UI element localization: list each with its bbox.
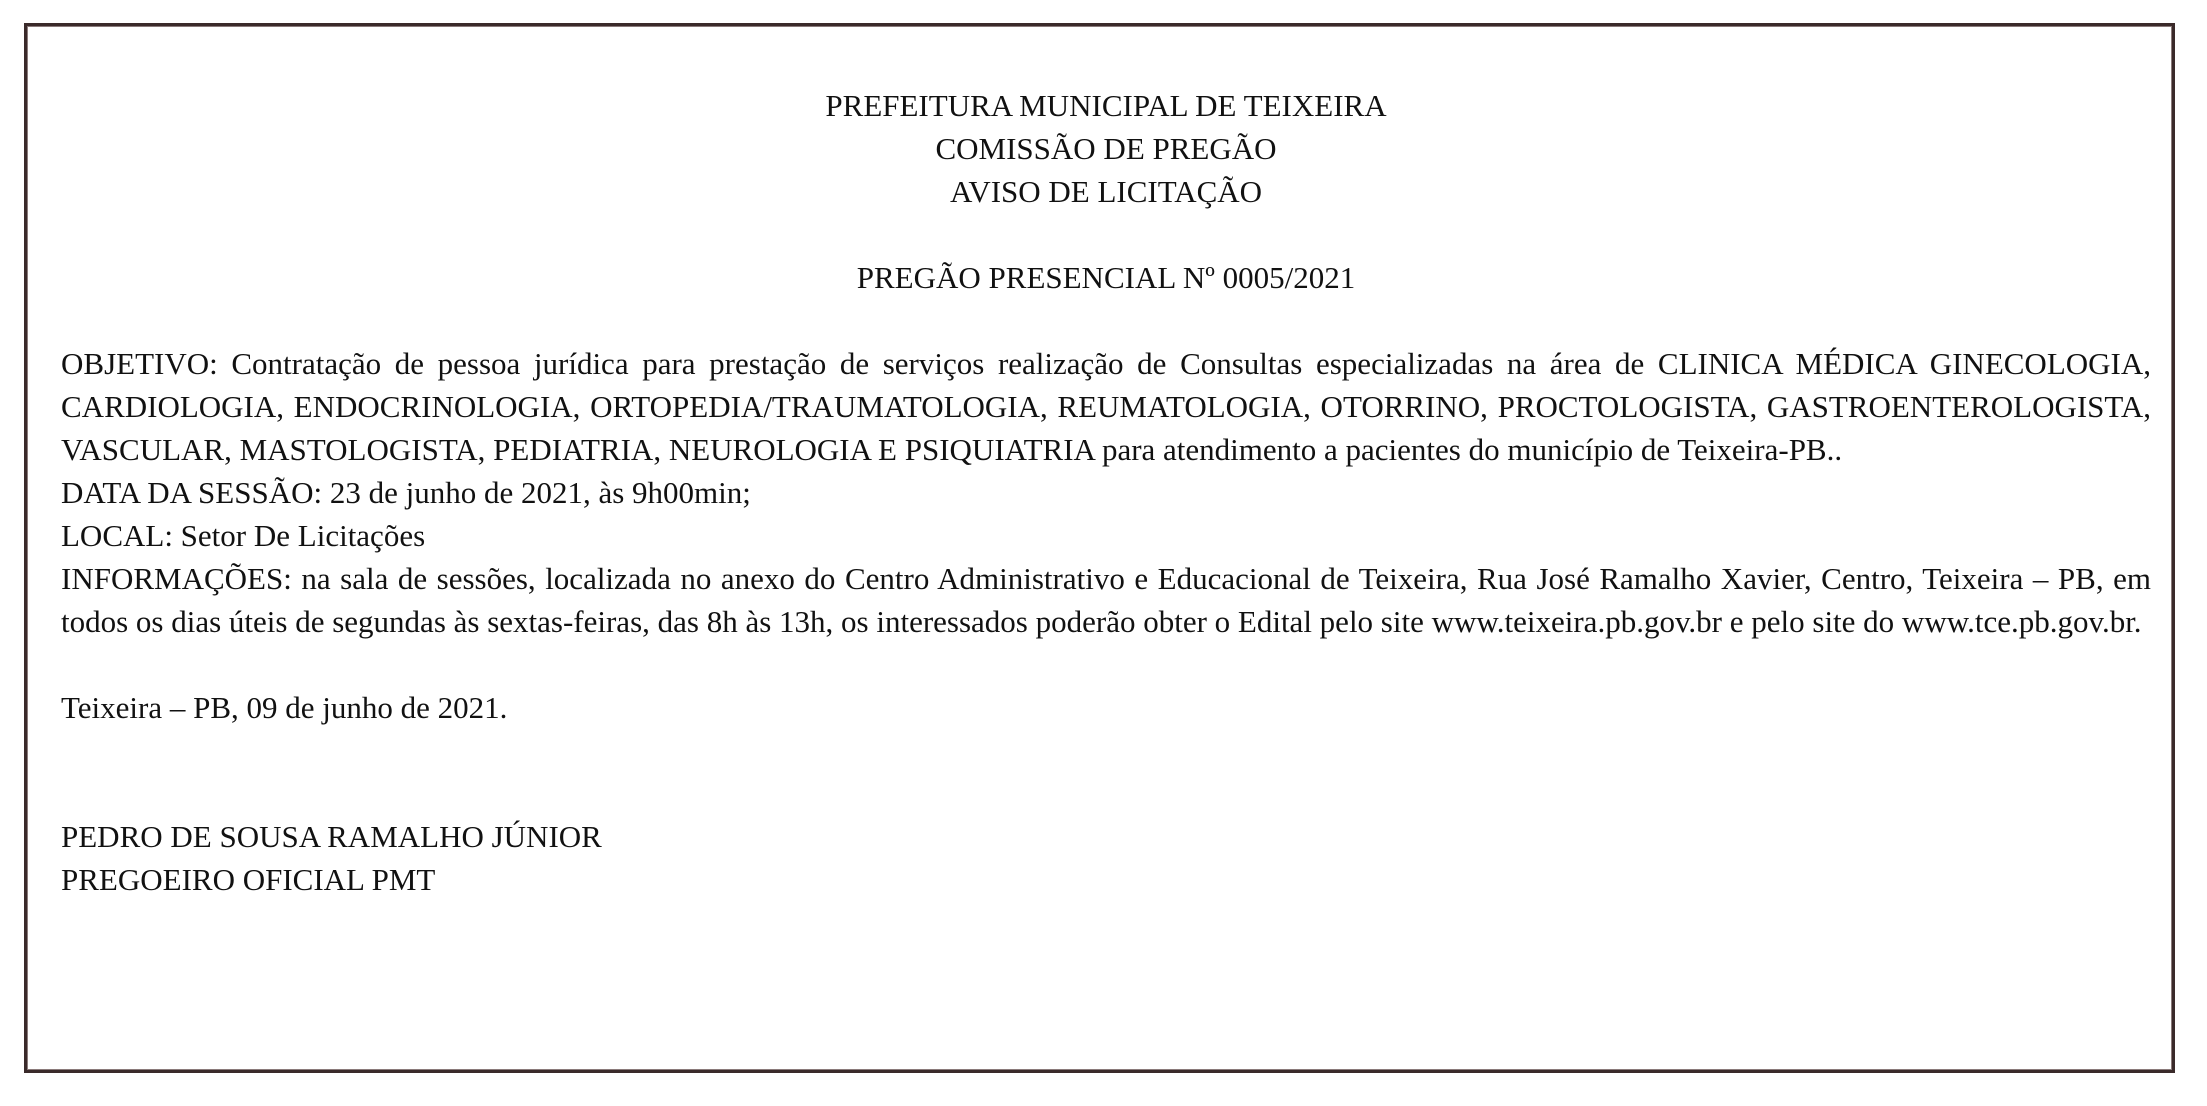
header-notice-title: AVISO DE LICITAÇÃO [949, 174, 1263, 209]
process-number: PREGÃO PRESENCIAL Nº 0005/2021 [856, 260, 1356, 295]
spacer [61, 643, 2151, 686]
header-municipality: PREFEITURA MUNICIPAL DE TEIXEIRA [825, 88, 1387, 123]
session-date: DATA DA SESSÃO: 23 de junho de 2021, às 9h00min; [61, 475, 751, 510]
session-location: LOCAL: Setor De Licitações [61, 518, 426, 553]
spacer [61, 729, 2151, 815]
notice-content [61, 84, 2151, 901]
date-place: Teixeira – PB, 09 de junho de 2021. [61, 690, 508, 725]
notice-header [61, 84, 2151, 213]
header-commission: COMISSÃO DE PREGÃO [935, 131, 1277, 166]
information-paragraph: INFORMAÇÕES: na sala de sessões, localizada no anexo do Centro Administrativo e Educacional de Teixeira, Rua José Ramalho Xavier, Centro, Teixeira – PB, em todos os dias úteis de segundas às sextas-feiras, das 8h às 13h, os interessados poderão obter o Edital pelo site www.teixeira.pb.gov.br e pelo site do www.tce.pb.gov.br. [61, 561, 2151, 639]
signatory-role: PREGOEIRO OFICIAL PMT [61, 862, 436, 897]
signatory-name: PEDRO DE SOUSA RAMALHO JÚNIOR [61, 819, 602, 854]
notice-frame [24, 23, 2175, 1073]
objective-paragraph: OBJETIVO: Contratação de pessoa jurídica para prestação de serviços realização de Consultas especializadas na área de CLINICA MÉDICA GINECOLOGIA, CARDIOLOGIA, ENDOCRINOLOGIA, ORTOPEDIA/TRAUMATOLOGIA, REUMATOLOGIA, OTORRINO, PROCTOLOGISTA, GASTROENTEROLOGISTA, VASCULAR, MASTOLOGISTA, PEDIATRIA, NEUROLOGIA E PSIQUIATRIA para atendimento a pacientes do município de Teixeira-PB.. [61, 346, 2151, 467]
signature-block [61, 815, 2151, 901]
